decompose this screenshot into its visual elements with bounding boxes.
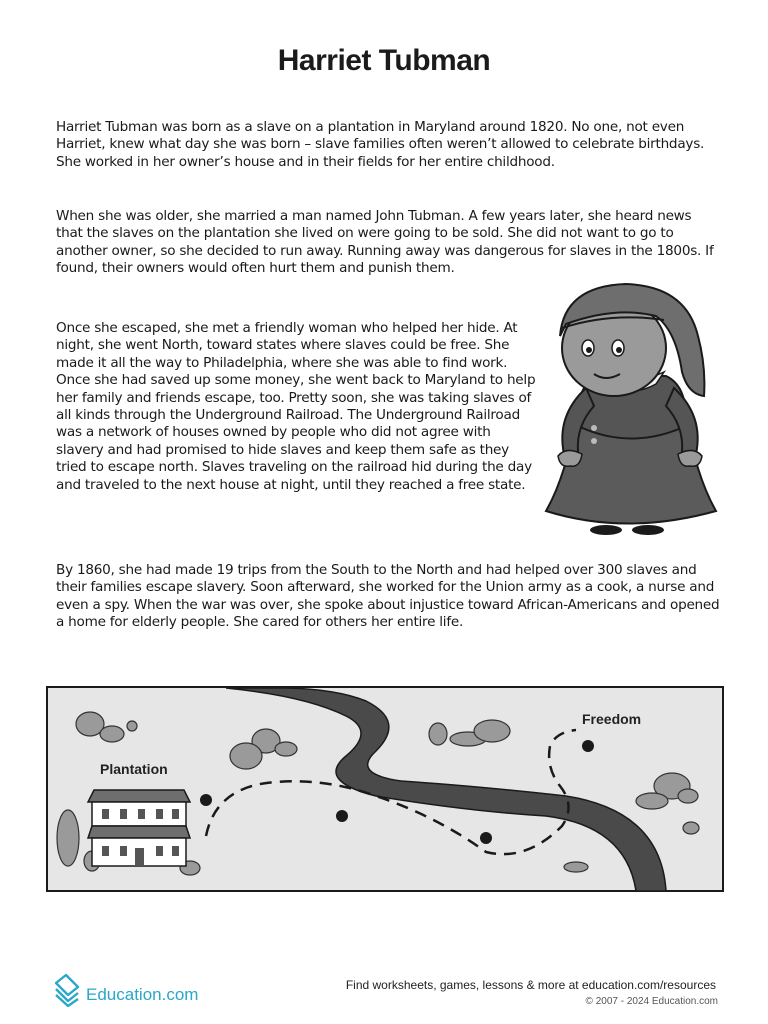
rock (474, 720, 510, 742)
rock (564, 862, 588, 872)
paragraph-later-life: By 1860, she had made 19 trips from the South to the North and had helped over 300 slaves and their families escape slavery. Soon afterward, she worked for the Union army as a cook, a nurse and even a spy. When the war was over, she spoke about injustice toward African-Americans and opened a home for elderly people. She cared for others her entire life. (56, 562, 720, 631)
rock (636, 793, 668, 809)
copyright-notice: © 2007 - 2024 Education.com (585, 996, 718, 1007)
rock (230, 743, 262, 769)
rock (127, 721, 137, 731)
page-title: Harriet Tubman (277, 44, 491, 77)
route-stop (480, 832, 492, 844)
education-logo-icon (52, 973, 82, 1007)
rock (678, 789, 698, 803)
rock (429, 723, 447, 745)
education-logo-text: Education.com (86, 985, 199, 1004)
freedom-label: Freedom (582, 711, 642, 727)
rock (57, 810, 79, 866)
rock (683, 822, 699, 834)
paragraph-underground-railroad: Once she escaped, she met a friendly woman who helped her hide. At night, she went North, toward states where slaves could be free. She made it all the way to Philadelphia, where she was able to find work. Once she had saved up some money, she went back to Maryland to help her family and friends escape, too. Pretty soon, she was taking slaves of all kinds through the Underground Railroad. The Underground Railroad was a network of houses owned by people who did not agree with slavery and had promised to hide slaves and keep them safe as they tried to escape north. Slaves traveling on the railroad hid during the day and traveled to the next house at night, until they reached a free state. (56, 320, 536, 493)
route-stop (336, 810, 348, 822)
footer-resources-link[interactable]: Find worksheets, games, lessons & more at education.com/resources (345, 978, 716, 992)
education-logo[interactable] (52, 970, 198, 1010)
rock (100, 726, 124, 742)
paragraph-decision-to-escape: When she was older, she married a man named John Tubman. A few years later, she heard news that the slaves on the plantation she lived on were going to be sold. She did not want to go to another owner, so she decided to run away. Running away was dangerous for slaves in the 1800s. If found, their owners would often hurt them and punish them. (56, 208, 714, 277)
harriet-tubman-illustration (536, 276, 722, 540)
route-stop (200, 794, 212, 806)
route-stop (582, 740, 594, 752)
plantation-house (88, 790, 190, 866)
paragraph-early-life: Harriet Tubman was born as a slave on a plantation in Maryland around 1820. No one, not even Harriet, knew what day she was born – slave families often weren’t allowed to celebrate birthdays. She worked in her owner’s house and in their fields for her entire childhood. (56, 119, 705, 170)
plantation-label: Plantation (100, 761, 168, 777)
rock (275, 742, 297, 756)
